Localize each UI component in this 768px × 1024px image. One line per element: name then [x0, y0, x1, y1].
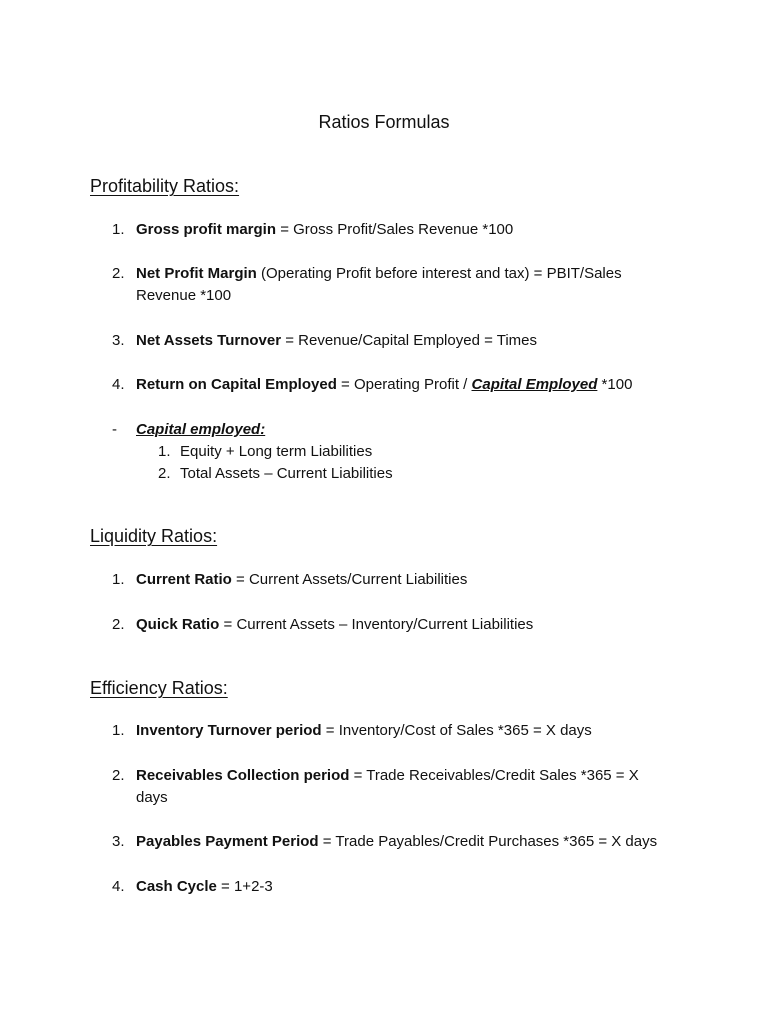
item-number: 1.	[112, 571, 125, 588]
item-formula: = Current Assets/Current Liabilities	[231, 571, 468, 588]
item-term: Quick Ratio	[136, 616, 220, 633]
item-term: Net Profit Margin	[136, 265, 257, 282]
item-formula: = Trade Payables/Credit Purchases *365 = X days	[318, 833, 658, 850]
sub-item-text: Equity + Long term Liabilities	[180, 443, 373, 460]
sub-list-item	[158, 463, 658, 485]
item-formula: = Operating Profit /	[336, 376, 472, 393]
item-term: Return on Capital Employed	[136, 376, 337, 393]
item-term: Inventory Turnover period	[136, 722, 322, 739]
item-number: 4.	[112, 376, 125, 393]
item-formula: = Trade Receivables/Credit Sales *365 = X days	[136, 767, 639, 806]
item-term: Cash Cycle	[136, 878, 217, 895]
note-item	[112, 419, 692, 441]
list-item	[112, 330, 692, 352]
item-emphasis: Capital Employed	[471, 376, 598, 393]
item-term: Payables Payment Period	[136, 833, 319, 850]
item-formula: = Gross Profit/Sales Revenue *100	[276, 221, 514, 238]
item-formula: = 1+2-3	[216, 878, 273, 895]
list-item	[112, 569, 692, 591]
list-item	[112, 614, 692, 636]
note-bullet: -	[112, 421, 117, 438]
item-formula: = Current Assets – Inventory/Current Liabilities	[219, 616, 534, 633]
item-number: 1.	[112, 722, 125, 739]
item-term: Receivables Collection period	[136, 767, 350, 784]
item-number: 3.	[112, 833, 125, 850]
section-heading-liquidity: Liquidity Ratios:	[90, 526, 218, 546]
item-number: 2.	[112, 767, 125, 784]
section-heading-efficiency: Efficiency Ratios:	[90, 678, 228, 698]
list-item	[112, 219, 692, 241]
item-number: 3.	[112, 332, 125, 349]
list-item	[112, 831, 692, 853]
item-formula: (Operating Profit before interest and tax) = PBIT/Sales Revenue *100	[136, 265, 622, 304]
item-number: 4.	[112, 878, 125, 895]
document-title: Ratios Formulas	[318, 112, 450, 132]
item-number: 2.	[112, 265, 125, 282]
item-formula: = Inventory/Cost of Sales *365 = X days	[321, 722, 592, 739]
item-formula-tail: *100	[597, 376, 633, 393]
item-number: 2.	[112, 616, 125, 633]
item-number: 1.	[112, 221, 125, 238]
list-item	[112, 720, 692, 742]
list-item	[112, 263, 652, 307]
list-item	[112, 876, 692, 898]
list-item	[112, 765, 662, 809]
sub-list-item	[158, 441, 658, 463]
list-item	[112, 374, 692, 396]
note-label: Capital employed:	[136, 421, 266, 438]
item-term: Gross profit margin	[136, 221, 277, 238]
sub-item-number: 1.	[158, 443, 171, 460]
section-heading-profitability: Profitability Ratios:	[90, 176, 240, 196]
item-term: Net Assets Turnover	[136, 332, 282, 349]
sub-item-number: 2.	[158, 465, 171, 482]
item-term: Current Ratio	[136, 571, 232, 588]
item-formula: = Revenue/Capital Employed = Times	[281, 332, 538, 349]
sub-item-text: Total Assets – Current Liabilities	[180, 465, 393, 482]
